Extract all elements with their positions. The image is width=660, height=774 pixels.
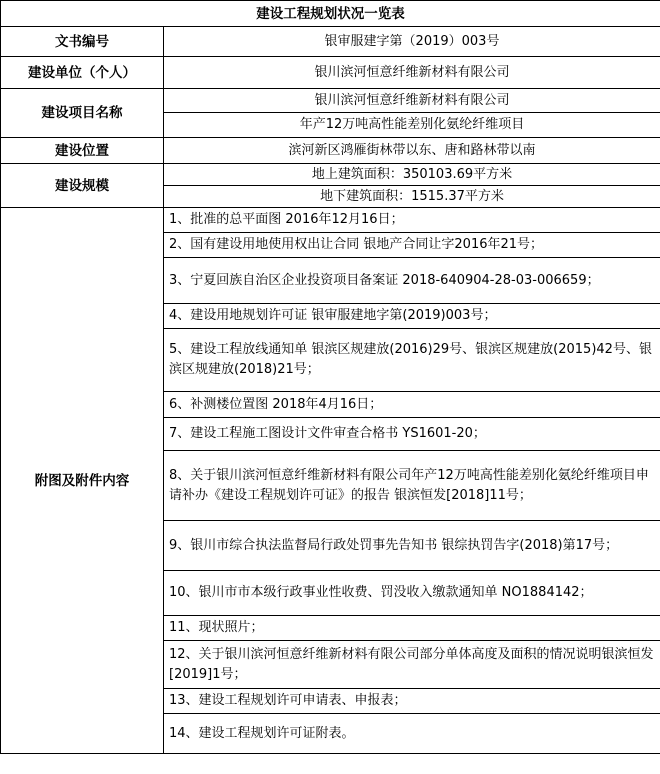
- attachment-item: 1、批准的总平面图 2016年12月16日；: [164, 208, 660, 233]
- scale-label: 建设规模: [1, 164, 164, 208]
- scale-above-ground: 地上建筑面积：350103.69平方米: [164, 164, 660, 186]
- attachment-item: 8、关于银川滨河恒意纤维新材料有限公司年产12万吨高性能差别化氨纶纤维项目申请补办《建设工程规划许可证》的报告 银滨恒发[2018]11号；: [164, 451, 660, 521]
- attachment-item: 9、银川市综合执法监督局行政处罚事先告知书 银综执罚告字(2018)第17号；: [164, 521, 660, 571]
- attachment-item: 7、建设工程施工图设计文件审查合格书 YS1601-20；: [164, 418, 660, 451]
- doc-number-value: 银审服建字第（2019）003号: [164, 27, 660, 57]
- location-value: 滨河新区鸿雁街林带以东、唐和路林带以南: [164, 138, 660, 164]
- attachment-item: 5、建设工程放线通知单 银滨区规建放(2016)29号、银滨区规建放(2015)42号、银滨区规建放(2018)21号；: [164, 329, 660, 392]
- table-title: 建设工程规划状况一览表: [1, 1, 660, 27]
- unit-value: 银川滨河恒意纤维新材料有限公司: [164, 57, 660, 89]
- attachment-item: 11、现状照片；: [164, 616, 660, 641]
- attachment-item: 13、建设工程规划许可申请表、申报表；: [164, 689, 660, 714]
- unit-label: 建设单位（个人）: [1, 57, 164, 89]
- project-label: 建设项目名称: [1, 89, 164, 138]
- scale-underground: 地下建筑面积：1515.37平方米: [164, 186, 660, 208]
- project-value-name: 年产12万吨高性能差别化氨纶纤维项目: [164, 113, 660, 138]
- attachment-item: 12、关于银川滨河恒意纤维新材料有限公司部分单体高度及面积的情况说明银滨恒发[2019]1号；: [164, 641, 660, 689]
- attachment-item: 14、建设工程规划许可证附表。: [164, 714, 660, 754]
- doc-number-label: 文书编号: [1, 27, 164, 57]
- attachments-label: 附图及附件内容: [1, 208, 164, 754]
- attachment-item: 4、建设用地规划许可证 银审服建地字第(2019)003号；: [164, 304, 660, 329]
- attachment-item: 10、银川市市本级行政事业性收费、罚没收入缴款通知单 NO1884142；: [164, 571, 660, 616]
- attachment-item: 2、国有建设用地使用权出让合同 银地产合同让字2016年21号；: [164, 233, 660, 258]
- location-label: 建设位置: [1, 138, 164, 164]
- attachment-item: 6、补测楼位置图 2018年4月16日；: [164, 392, 660, 418]
- attachment-item: 3、宁夏回族自治区企业投资项目备案证 2018-640904-28-03-006659；: [164, 258, 660, 304]
- project-value-company: 银川滨河恒意纤维新材料有限公司: [164, 89, 660, 113]
